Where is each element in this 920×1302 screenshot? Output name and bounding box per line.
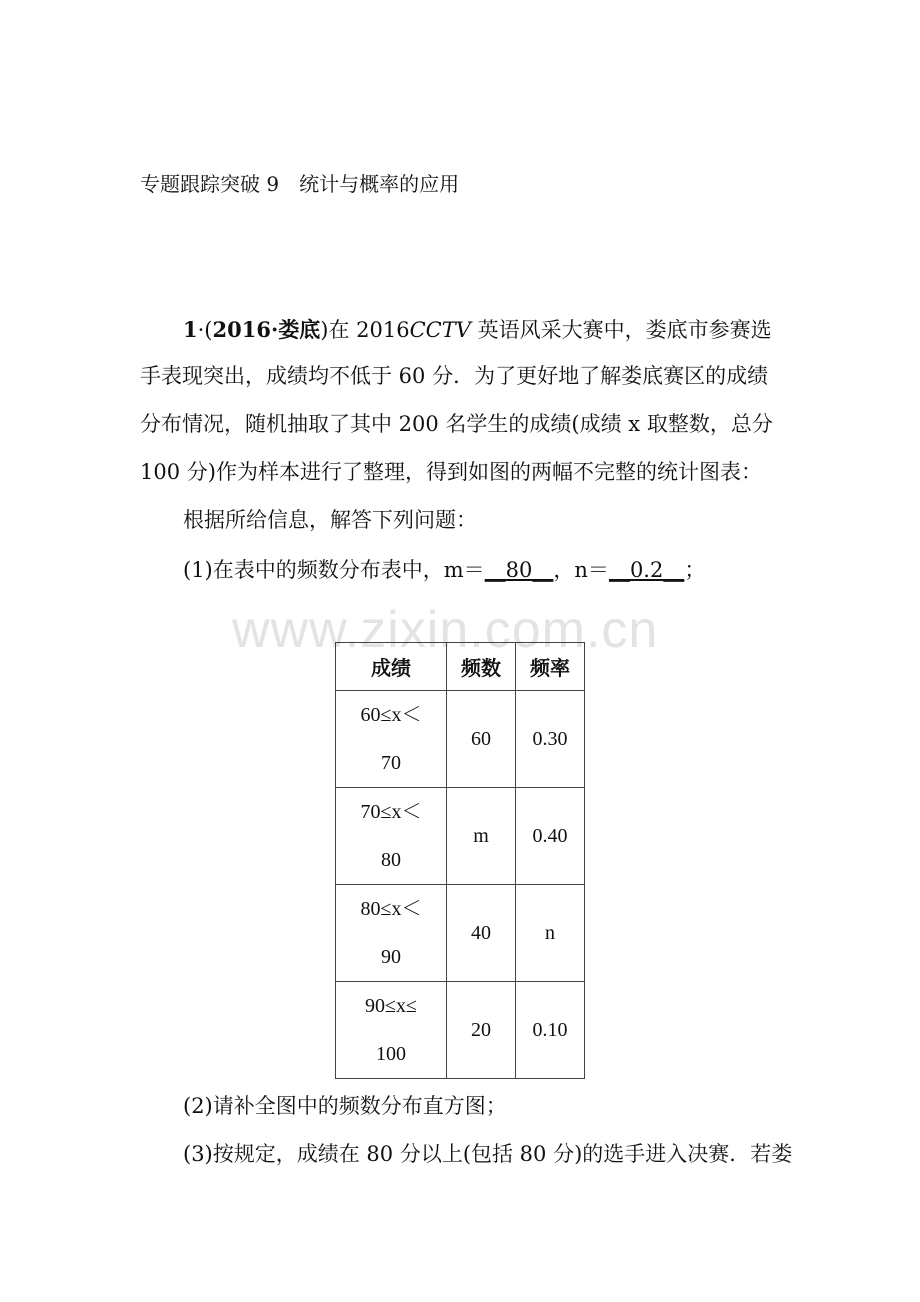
range-top: 80≤x＜ xyxy=(360,898,422,920)
problem-lead-line-3: 分布情况，随机抽取了其中 200 名学生的成绩(成绩 x 取整数，总分 xyxy=(140,412,773,436)
count-cell: 60 xyxy=(447,691,516,788)
range-top: 90≤x≤ xyxy=(365,995,417,1017)
range-top: 70≤x＜ xyxy=(360,801,422,823)
header-score: 成绩 xyxy=(336,643,447,691)
page-title: 专题跟踪突破 9 统计与概率的应用 xyxy=(140,172,460,196)
table-row xyxy=(336,788,585,885)
table-header-row xyxy=(336,643,585,691)
header-count: 频数 xyxy=(447,643,516,691)
frequency-cell: 0.30 xyxy=(516,691,585,788)
brand-cctv: CCTV xyxy=(409,318,471,342)
lead-1b: 英语风采大赛中，娄底市参赛选 xyxy=(470,318,772,342)
count-cell: 40 xyxy=(447,885,516,982)
lead-1a: )在 2016 xyxy=(320,318,410,342)
range-cell xyxy=(336,691,447,788)
range-bottom: 100 xyxy=(376,1043,406,1065)
range-cell xyxy=(336,885,447,982)
q1-end: ； xyxy=(684,558,706,582)
instruction: 根据所给信息，解答下列问题： xyxy=(183,508,477,532)
count-cell: 20 xyxy=(447,982,516,1079)
problem-source: 2016·娄底 xyxy=(212,317,321,342)
question-3: (3)按规定，成绩在 80 分以上(包括 80 分)的选手进入决赛．若娄 xyxy=(183,1142,793,1166)
problem-sep: ·( xyxy=(197,318,213,342)
frequency-cell: n xyxy=(516,885,585,982)
count-cell: m xyxy=(447,788,516,885)
q1-mid: ，n＝ xyxy=(553,558,609,582)
header-frequency: 频率 xyxy=(516,643,585,691)
range-bottom: 80 xyxy=(381,849,401,871)
range-bottom: 90 xyxy=(381,946,401,968)
q1-prefix: (1)在表中的频数分布表中，m＝ xyxy=(183,558,485,582)
watermark: www.zixin.com.cn xyxy=(232,601,659,659)
range-cell xyxy=(336,788,447,885)
answer-m: __80__ xyxy=(484,558,554,582)
table-row xyxy=(336,885,585,982)
range-bottom: 70 xyxy=(381,752,401,774)
question-2: (2)请补全图中的频数分布直方图； xyxy=(183,1094,507,1118)
answer-n: __0.2__ xyxy=(608,558,685,582)
problem-lead-line-4: 100 分)作为样本进行了整理，得到如图的两幅不完整的统计图表： xyxy=(140,460,762,484)
range-top: 60≤x＜ xyxy=(360,704,422,726)
problem-lead-line-1 xyxy=(183,316,772,344)
frequency-cell: 0.40 xyxy=(516,788,585,885)
table-row xyxy=(336,982,585,1079)
problem-number: 1 xyxy=(183,317,198,342)
frequency-table xyxy=(335,642,585,1079)
range-cell xyxy=(336,982,447,1079)
frequency-cell: 0.10 xyxy=(516,982,585,1079)
problem-lead-line-2: 手表现突出，成绩均不低于 60 分．为了更好地了解娄底赛区的成绩 xyxy=(140,364,769,388)
question-1 xyxy=(183,556,705,584)
table-row xyxy=(336,691,585,788)
